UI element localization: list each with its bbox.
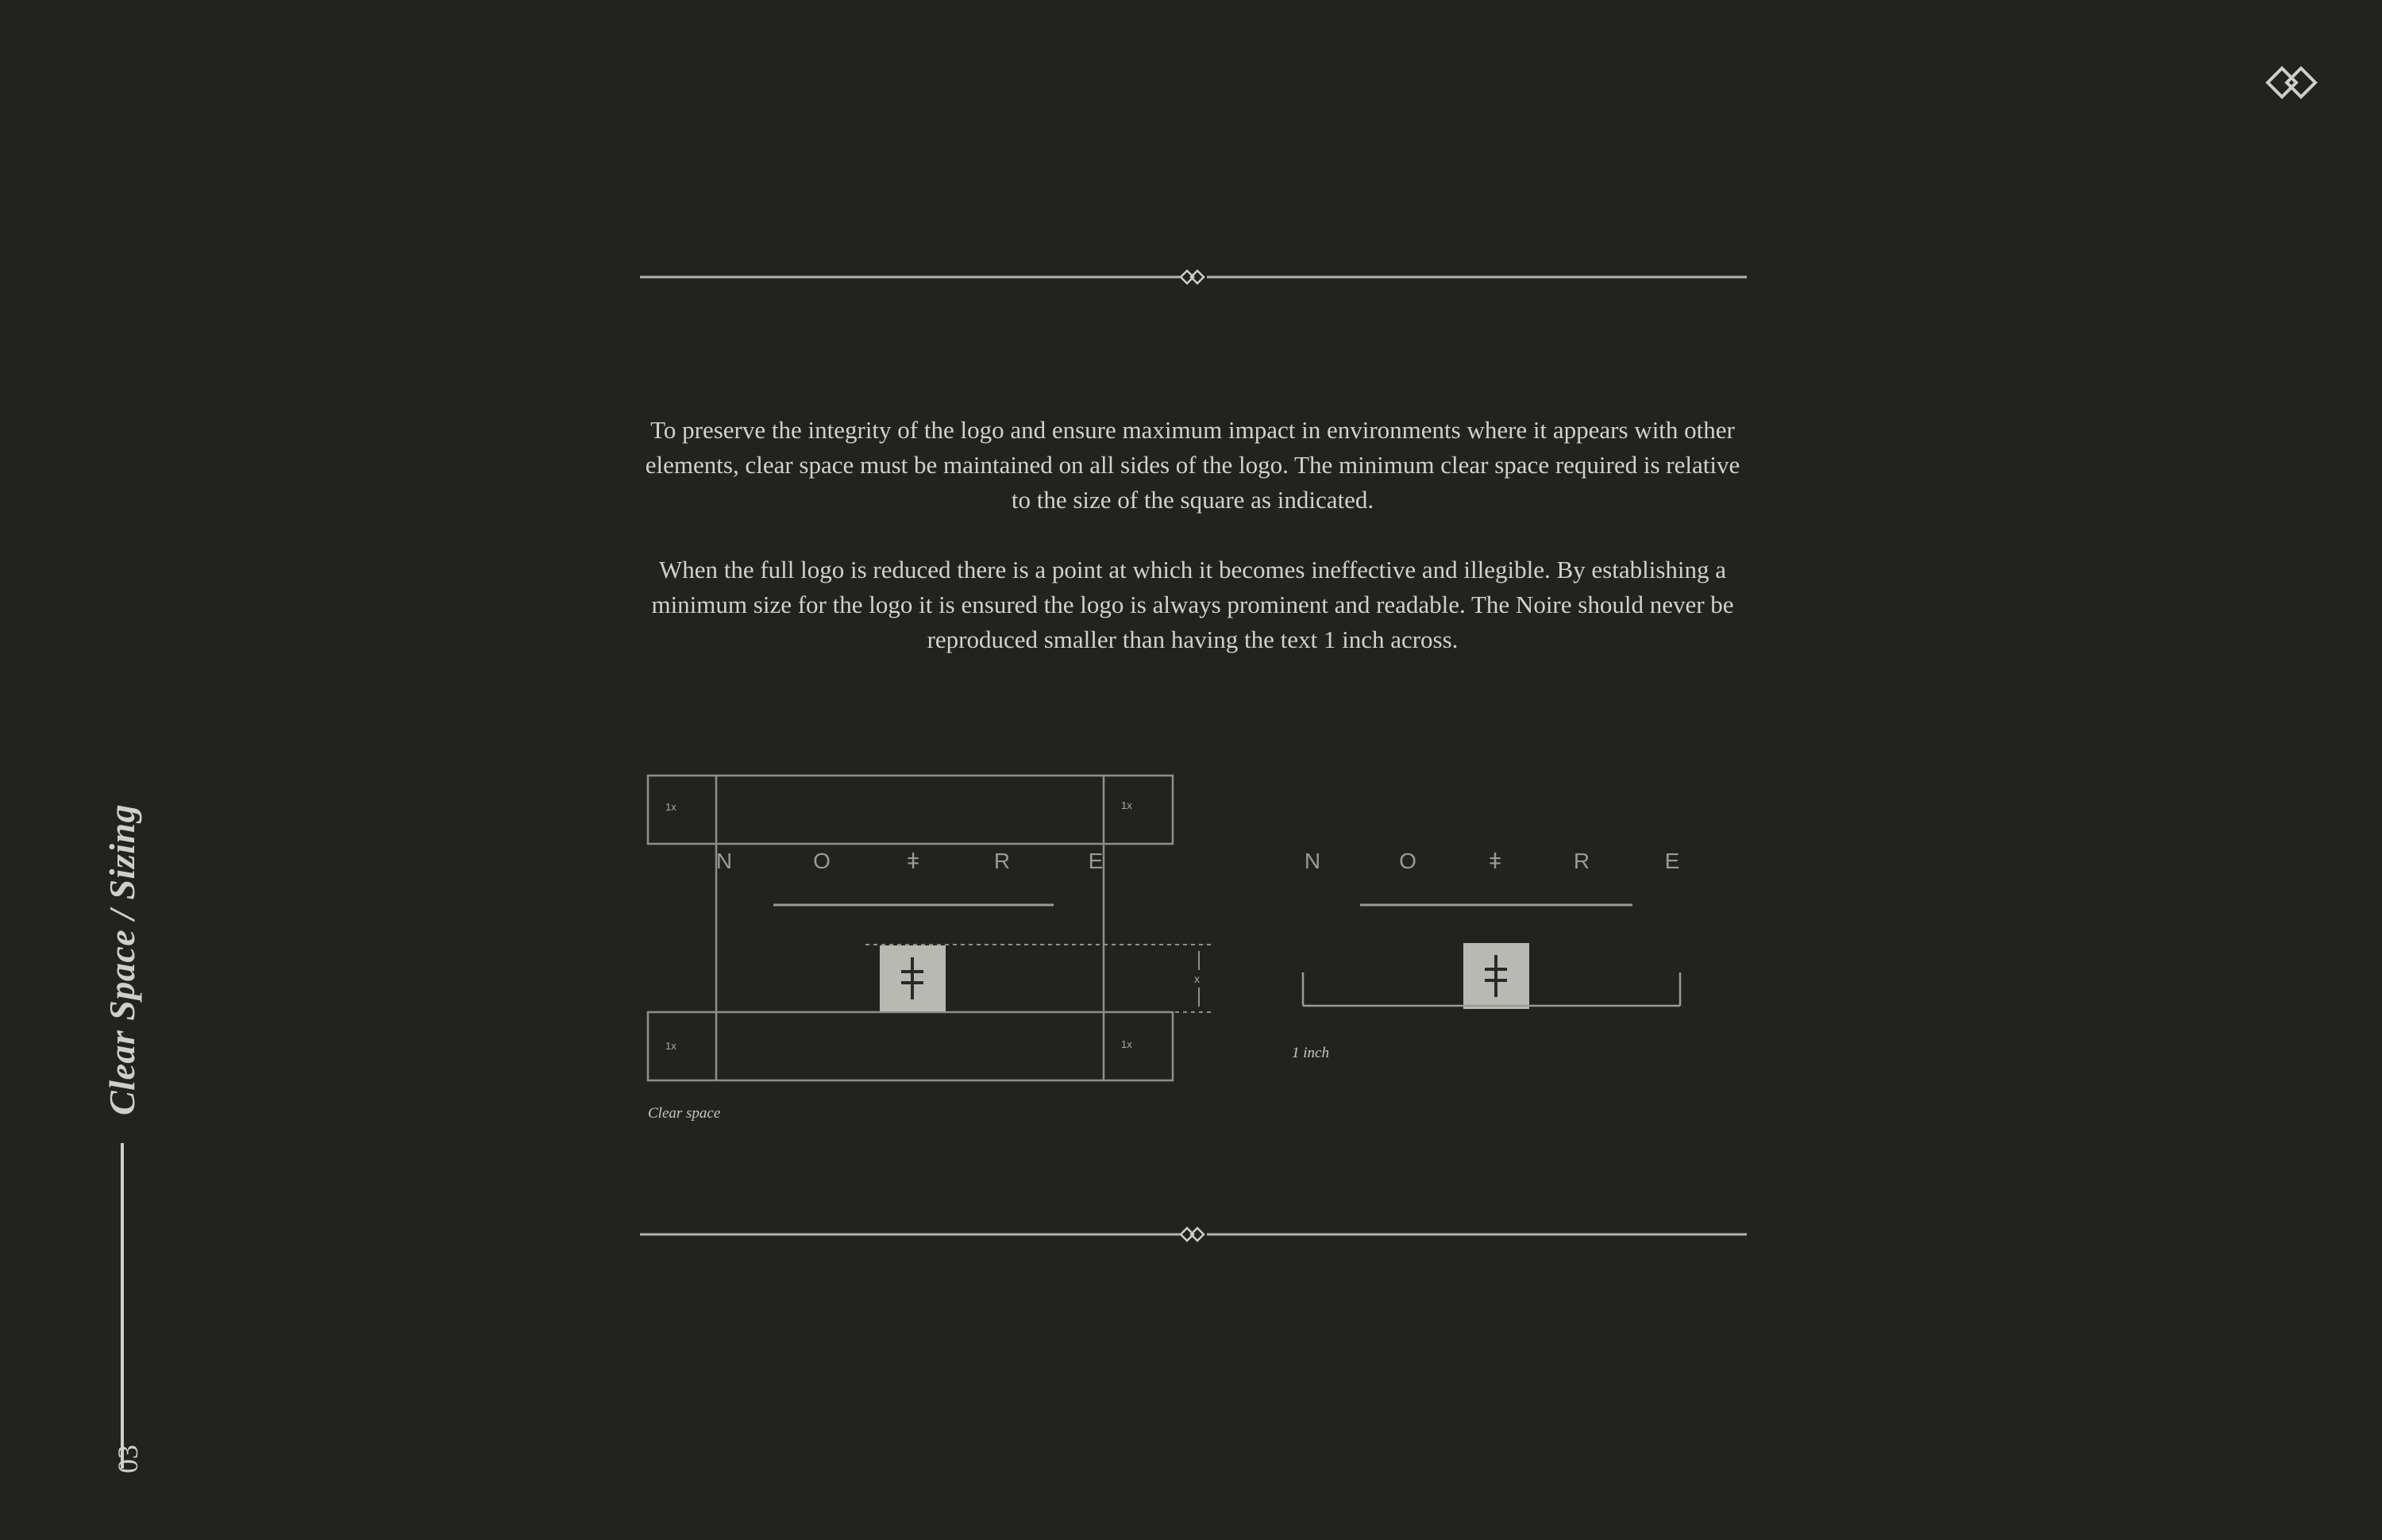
minimum-size-caption: 1 inch	[1292, 1045, 1329, 1061]
logo-letter: R	[1573, 849, 1590, 873]
section-rule	[121, 1143, 124, 1469]
clear-space-measure-label: x	[1194, 972, 1200, 985]
clear-space-unit-label: 1x	[665, 1040, 676, 1052]
logo-letter: O	[813, 849, 831, 873]
bottom-divider	[640, 1225, 1747, 1244]
clear-space-unit-label: 1x	[1121, 1038, 1132, 1050]
clear-space-description: To preserve the integrity of the logo and ensure maximum impact in environments where it appears with other elements, clear space must be maintained on all sides of the logo. The minimum clear space required is relative to the size of the square as indicated.	[645, 416, 1740, 514]
section-title: Clear Space / Sizing	[102, 803, 142, 1115]
minimum-size-description: When the full logo is reduced there is a point at which it becomes ineffective and illegible. By establishing a minimum size for the logo it is ensured the logo is always prominent and readable. The Noire should never be reproduced smaller than having the text 1 inch across.	[651, 556, 1734, 653]
divider-ornament-icon	[1181, 1228, 1204, 1241]
logo-letter: O	[1399, 849, 1416, 873]
top-divider	[640, 268, 1747, 287]
logo-spec-diagram	[635, 762, 1731, 1143]
clear-space-diagram	[648, 776, 1211, 1080]
logo-letter: N	[1304, 849, 1321, 873]
clear-space-unit-label: 1x	[1121, 799, 1132, 811]
clear-space-bottom-band	[648, 1012, 1173, 1080]
logo-letter: E	[1088, 849, 1104, 873]
logo-letter: ǂ	[1488, 849, 1502, 873]
clear-space-top-band	[648, 776, 1173, 844]
page-number: 03	[112, 1445, 144, 1473]
divider-ornament-icon	[1181, 271, 1204, 283]
clear-space-caption: Clear space	[648, 1105, 721, 1122]
clear-space-unit-label: 1x	[665, 801, 676, 813]
logo-letter: R	[993, 849, 1011, 873]
logo-letter: N	[715, 849, 733, 873]
logo-letter: E	[1664, 849, 1680, 873]
clear-space-logo	[716, 849, 1103, 873]
logo-letter: ǂ	[906, 849, 920, 873]
double-diamond-icon	[2264, 64, 2318, 102]
minimum-size-logo	[1305, 849, 1679, 873]
